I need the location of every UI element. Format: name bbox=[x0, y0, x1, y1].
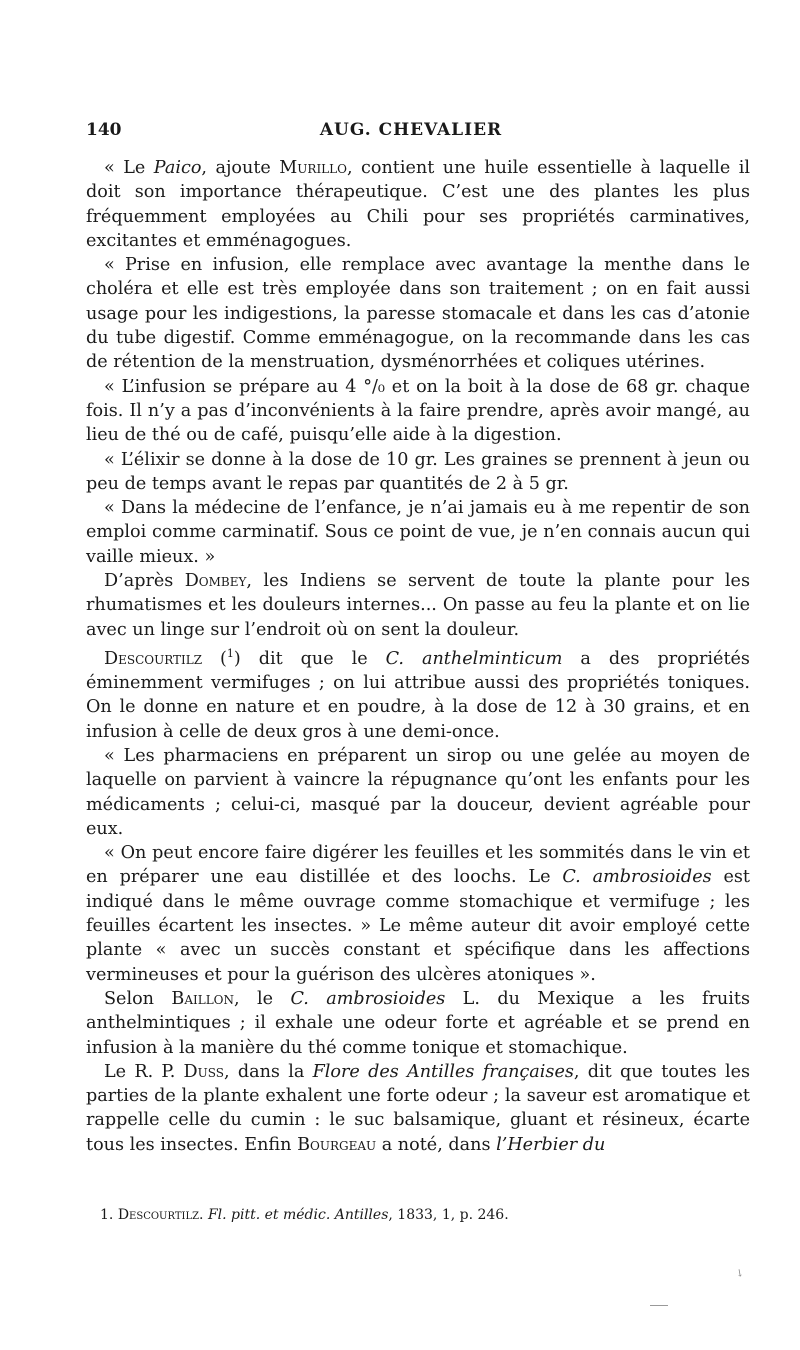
italic-text: Paico bbox=[153, 158, 202, 178]
paragraph bbox=[86, 375, 750, 448]
person-name: Duss bbox=[183, 1061, 224, 1082]
text-run: ) dit que le bbox=[233, 648, 386, 669]
text-run: a noté, dans bbox=[376, 1134, 497, 1155]
text-run: Le R. P. bbox=[104, 1061, 184, 1082]
paragraph bbox=[86, 1060, 750, 1157]
footnote bbox=[100, 1206, 740, 1224]
paragraph bbox=[86, 744, 750, 841]
text-run: D’après bbox=[104, 571, 185, 592]
text-run: a des propriétés éminemment vermifuges ; on lui attribue aussi des propriétés toniques. On le donne en nature et en poudre, à la dose de 12 à 30 grains, et en infusion à celle de deux gros à une demi-once. bbox=[86, 648, 750, 742]
paragraph bbox=[86, 642, 750, 744]
text-run: « L’infusion se prépare au 4 °/₀ et on la boit à la dose de 68 gr. chaque fois. Il n’y a pas d’inconvénients à la faire prendre, après avoir mangé, au lieu de thé ou de café, puisqu’elle aide à la digestion. bbox=[86, 376, 750, 446]
text-run: , les Indiens se servent de toute la plante pour les rhumatismes et les douleurs internes... On passe au feu la plante et on lie avec un linge sur l’endroit où on sent la douleur. bbox=[86, 571, 750, 640]
corner-mark: ↘ bbox=[732, 1266, 746, 1281]
text-run: L. du Mexique a les fruits anthelmintiques ; il exhale une odeur forte et agréable et se prend en infusion à la manière du thé comme tonique et stomachique. bbox=[86, 988, 750, 1058]
page-number: 140 bbox=[86, 120, 122, 140]
text-run: , contient une huile essentielle à laquelle il doit son importance thérapeutique. C’est une des plantes les plus fréquemment employées au Chili pour ses propriétés carminatives, excitantes et emménagogues. bbox=[86, 158, 751, 251]
text-run: . bbox=[199, 1207, 208, 1223]
running-head: AUG. CHEVALIER bbox=[319, 120, 503, 140]
paragraph bbox=[86, 496, 750, 569]
text-run: , ajoute bbox=[201, 158, 280, 178]
paragraph bbox=[86, 841, 750, 987]
text-run: est indiqué dans le même ouvrage comme stomachique et vermifuge ; les feuilles écartent les insectes. » Le même auteur dit avoir employé cette plante « avec un succès constant et spécifique dans les affections vermineuses et pour la guérison des ulcères atoniques ». bbox=[86, 867, 750, 985]
text-run: , dans la bbox=[224, 1061, 313, 1082]
text-run: « Le bbox=[104, 158, 154, 178]
italic-text: C. anthelminticum bbox=[385, 648, 563, 669]
person-name: Descourtilz bbox=[117, 1207, 200, 1223]
text-run: « Dans la médecine de l’enfance, je n’ai jamais eu à me repentir de son emploi comme carminatif. Sous ce point de vue, je n’en connais aucun qui vaille mieux. » bbox=[86, 498, 750, 567]
person-name: Murillo bbox=[279, 158, 347, 178]
paragraph bbox=[86, 569, 750, 642]
scan-mark bbox=[650, 1305, 668, 1306]
paragraph bbox=[86, 253, 750, 374]
text-run: Selon bbox=[104, 988, 172, 1009]
footnote-ref: 1 bbox=[226, 646, 234, 660]
italic-text: C. ambrosioides bbox=[562, 867, 712, 888]
text-run: , 1833, 1, p. 246. bbox=[388, 1207, 509, 1223]
italic-text: C. ambrosioides bbox=[290, 988, 446, 1009]
italic-text: Fl. pitt. et médic. Antilles bbox=[207, 1207, 389, 1223]
page-header bbox=[86, 120, 736, 144]
person-name: Descourtilz bbox=[104, 648, 203, 669]
text-run: 1. bbox=[100, 1207, 118, 1223]
body-text bbox=[86, 156, 750, 1157]
paragraph bbox=[86, 448, 750, 497]
text-run: « On peut encore faire digérer les feuilles et les sommités dans le vin et en préparer une eau distillée et des loochs. Le bbox=[86, 843, 750, 888]
text-run: ( bbox=[202, 648, 227, 669]
paragraph bbox=[86, 156, 750, 253]
text-run: , dit que toutes les parties de la plante exhalent une forte odeur ; la saveur est aromatique et rappelle celle du cumin : le suc balsamique, gluant et résineux, écarte tous les insectes. Enfin bbox=[86, 1061, 751, 1155]
italic-text: Flore des Antilles françaises bbox=[312, 1061, 574, 1082]
text-run: « Prise en infusion, elle remplace avec avantage la menthe dans le choléra et elle est très employée dans son traitement ; on en fait aussi usage pour les indigestions, la paresse stomacale et dans les cas d’atonie du tube digestif. Comme emménagogue, on la recommande dans les cas de rétention de la menstruation, dysménorrhées et coliques utérines. bbox=[86, 255, 750, 373]
text-run: « Les pharmaciens en préparent un sirop ou une gelée au moyen de laquelle on parvient à vaincre la répugnance qu’ont les enfants pour les médicaments ; celui-ci, masqué par la douceur, devient agréable pour eux. bbox=[86, 745, 750, 839]
person-name: Dombey bbox=[184, 571, 247, 592]
paragraph bbox=[86, 987, 750, 1060]
text-run: , le bbox=[234, 988, 291, 1009]
person-name: Bourgeau bbox=[297, 1134, 377, 1155]
italic-text: l’Herbier du bbox=[496, 1134, 606, 1155]
person-name: Baillon bbox=[171, 988, 235, 1009]
text-run: « L’élixir se donne à la dose de 10 gr. Les graines se prennent à jeun ou peu de temps avant le repas par quantités de 2 à 5 gr. bbox=[86, 449, 750, 494]
